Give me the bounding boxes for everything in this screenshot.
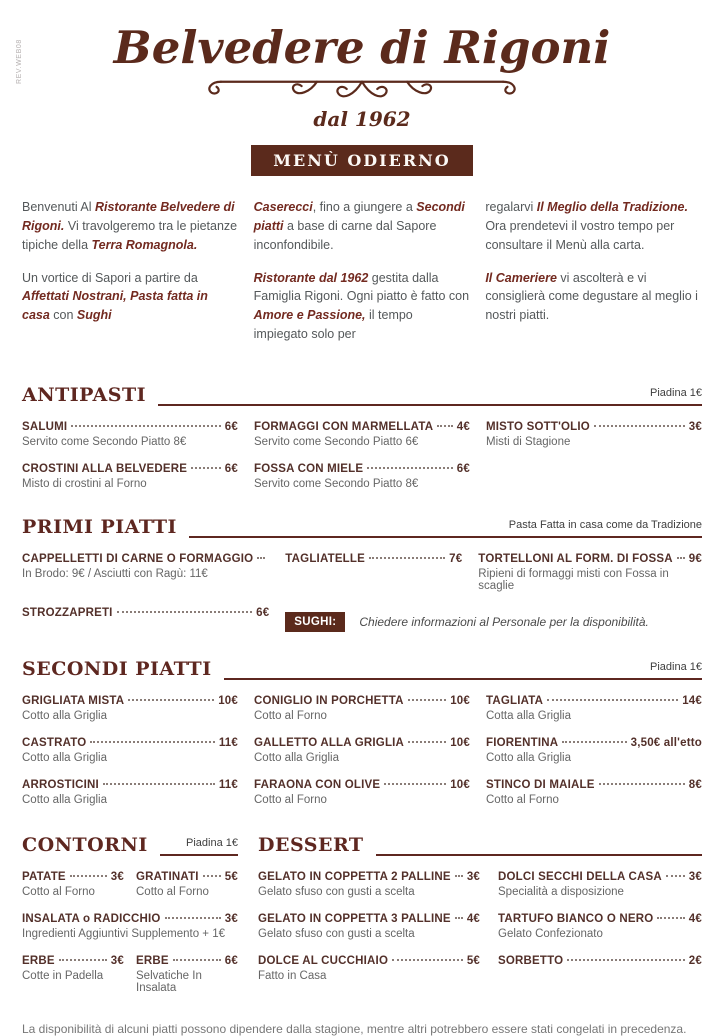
intro-segment: gestita dalla Famiglia Rigoni. Ogni piatto è fatto con [253, 270, 470, 304]
dish-name: FARAONA CON OLIVE [254, 778, 381, 791]
dotted-leader [384, 783, 446, 785]
dish-description: Cotto al Forno [136, 885, 209, 898]
dotted-leader [666, 875, 685, 877]
dish-line [254, 695, 470, 707]
contorni-items [22, 856, 238, 994]
dish-price: 14€ [682, 694, 702, 707]
section-rule [160, 832, 238, 856]
intro-segment: Il Meglio della Tradizione. [536, 200, 688, 215]
dish-price: 3€ [688, 870, 702, 883]
section-header [22, 514, 702, 538]
dish [22, 871, 124, 898]
intro-segment: Amore e Passione, [253, 308, 366, 322]
dish [22, 695, 238, 722]
dish-name: DOLCI SECCHI DELLA CASA [498, 870, 662, 883]
dish-name: INSALATA o RADICCHIO [22, 912, 161, 925]
dotted-leader [567, 959, 684, 961]
dish [22, 607, 269, 632]
dotted-leader [369, 557, 445, 559]
dish-description: Selvatiche In Insalata [136, 969, 202, 994]
dish-line [136, 871, 238, 883]
dish [486, 779, 702, 806]
intro-segment: Secondi piatti [253, 200, 465, 233]
dotted-leader [117, 611, 253, 613]
dish-price: 6€ [456, 462, 470, 475]
dish-name: FORMAGGI CON MARMELLATA [254, 420, 434, 433]
dish-name: ERBE [136, 954, 169, 967]
dish-line [22, 463, 238, 475]
dish-name: GELATO IN COPPETTA 3 PALLINE [258, 912, 451, 925]
dotted-leader [203, 875, 221, 877]
dish-description: Cotto al Forno [254, 793, 327, 806]
dish-description: Servito come Secondo Piatto 6€ [254, 435, 419, 448]
intro-segment: con [49, 308, 77, 322]
dish-description: Fatto in Casa [258, 969, 327, 982]
established-year: dal 1962 [313, 107, 411, 132]
dish [258, 913, 480, 940]
section-rule [158, 382, 702, 406]
intro-segment: Ristorante Belvedere di Rigoni. [22, 200, 235, 233]
dish [498, 913, 702, 940]
dish-price: 11€ [218, 778, 238, 791]
section-title: SECONDI PIATTI [22, 657, 212, 680]
dish-line [498, 871, 702, 883]
dotted-leader [90, 741, 214, 743]
dessert-items [258, 856, 702, 982]
dish-description: Cotto al Forno [254, 709, 327, 722]
dish [486, 737, 702, 764]
dish-name: STINCO DI MAIALE [486, 778, 595, 791]
dish-name: ARROSTICINI [22, 778, 99, 791]
dish-name: GRATINATI [136, 870, 199, 883]
dish-price: 10€ [218, 694, 238, 707]
dish-line [254, 737, 470, 749]
section-rule [189, 514, 702, 538]
intro-paragraph [254, 269, 471, 344]
dish-line [498, 955, 702, 967]
dish-name: TAGLIATA [486, 694, 544, 707]
dish [498, 871, 702, 898]
dish-line [22, 737, 238, 749]
dish-description: Servito come Secondo Piatto 8€ [22, 435, 187, 448]
intro-column-1 [22, 198, 239, 357]
dish [254, 779, 470, 806]
dish-price: 10€ [450, 778, 470, 791]
intro-segment: Terra Romagnola. [91, 237, 198, 252]
dish-price: 5€ [466, 954, 481, 967]
dish-name: GALLETTO ALLA GRIGLIA [254, 736, 405, 749]
dotted-leader [677, 557, 685, 559]
dish-price: 10€ [450, 694, 470, 707]
dish-line [258, 913, 480, 925]
intro-segment: , fino a giungere a [312, 200, 417, 215]
dish [22, 913, 238, 940]
dish-name: SALUMI [22, 420, 68, 433]
dotted-leader [657, 917, 684, 919]
dish-line [22, 553, 269, 565]
intro-segment: Ristorante dal 1962 [253, 270, 369, 285]
dish [22, 463, 238, 490]
intro-paragraph [485, 269, 702, 325]
section-rule [376, 832, 702, 856]
dish-line [22, 607, 269, 619]
dish-price: 4€ [466, 912, 481, 925]
dotted-leader [103, 783, 215, 785]
intro-column-3 [485, 198, 702, 357]
section-note: Piadina 1€ [650, 660, 702, 673]
section-note: Piadina 1€ [186, 836, 238, 849]
dish-line [285, 553, 462, 565]
dish-price: 4€ [456, 420, 470, 433]
dish-price: 2€ [688, 954, 702, 967]
dotted-leader [594, 425, 685, 427]
dish-name: TORTELLONI AL FORM. DI FOSSA [478, 552, 673, 565]
dish-name: PATATE [22, 870, 66, 883]
dish-description: Cotte in Padella [22, 969, 104, 982]
dish-description: Misto di crostini al Forno [22, 477, 147, 490]
dish-description: In Brodo: 9€ / Asciutti con Ragù: 11€ [22, 567, 208, 580]
dotted-leader [257, 557, 265, 559]
dish-description: Misti di Stagione [486, 435, 571, 448]
dish-description: Cotto alla Griglia [22, 793, 108, 806]
dish-price: 3,50€ all'etto [630, 736, 702, 749]
restaurant-logo-script: Belvedere di Rigoni [113, 21, 611, 74]
dish-line [254, 779, 470, 791]
dish-price: 5€ [224, 870, 238, 883]
dish-price: 4€ [688, 912, 702, 925]
intro-paragraph [485, 198, 702, 254]
dish-name: STROZZAPRETI [22, 606, 113, 619]
revision-label: REV.WEB08 [16, 39, 23, 84]
dish-name: FIORENTINA [486, 736, 559, 749]
section-title: PRIMI PIATTI [22, 515, 177, 538]
dish-description: Cotto al Forno [22, 885, 95, 898]
dotted-leader [128, 699, 214, 701]
dish-description: Cotto alla Griglia [486, 751, 572, 764]
section-header [22, 382, 702, 406]
dish-description: Servito come Secondo Piatto 8€ [254, 477, 419, 490]
dish-line [486, 421, 702, 433]
dish-name: GELATO IN COPPETTA 2 PALLINE [258, 870, 451, 883]
dish-description: Ripieni di formaggi misti con Fossa in scaglie [478, 567, 669, 592]
dish-price: 3€ [688, 420, 702, 433]
flourish-ornament-icon [162, 73, 562, 105]
section-header [22, 832, 238, 856]
section-secondi-piatti [22, 656, 702, 806]
dish-name: FOSSA CON MIELE [254, 462, 364, 475]
dotted-leader [599, 783, 685, 785]
dotted-leader [173, 959, 221, 961]
dish-line [486, 737, 702, 749]
section-header [22, 656, 702, 680]
section-note: Piadina 1€ [650, 386, 702, 399]
section-title: CONTORNI [22, 833, 148, 856]
bottom-sections [22, 832, 702, 994]
dish-line [258, 871, 480, 883]
dish-name: CAPPELLETTI DI CARNE O FORMAGGIO [22, 552, 254, 565]
dish-description: Specialità a disposizione [498, 885, 624, 898]
intro-segment: Benvenuti Al [22, 200, 95, 215]
intro-segment: a base di carne dal Sapore inconfondibile. [253, 219, 437, 252]
intro-segment: vi ascolterà e vi consiglierà come degustare al meglio i nostri piatti. [485, 270, 698, 322]
intro-column-2 [254, 198, 471, 357]
dotted-leader [547, 699, 678, 701]
dish-name: CROSTINI ALLA BELVEDERE [22, 462, 188, 475]
dish-price: 6€ [256, 606, 270, 619]
section-header [258, 832, 702, 856]
section-note: Pasta Fatta in casa come da Tradizione [508, 518, 702, 531]
intro-paragraph [22, 198, 239, 254]
section-title: DESSERT [258, 833, 364, 856]
dotted-leader [367, 467, 453, 469]
dotted-leader [455, 875, 463, 877]
dish [478, 553, 702, 592]
intro-segment: Caserecci [253, 200, 313, 215]
dish-price: 10€ [450, 736, 470, 749]
dish-line [22, 871, 124, 883]
dish-description: Gelato sfuso con gusti a scelta [258, 885, 415, 898]
dish-description: Cotto alla Griglia [254, 751, 340, 764]
dish [254, 421, 470, 448]
dish-line [22, 779, 238, 791]
dish-price: 8€ [688, 778, 702, 791]
dish [258, 955, 480, 982]
dish [22, 421, 238, 448]
intro-segment: Sughi [76, 308, 112, 322]
dish [258, 871, 480, 898]
dish-description: Ingredienti Aggiuntivi Supplemento + 1€ [22, 927, 225, 940]
dish-name: DOLCE AL CUCCHIAIO [258, 954, 389, 967]
intro-segment: Un vortice di Sapori a partire da [22, 270, 198, 285]
dotted-leader [165, 917, 221, 919]
antipasti-items [22, 406, 702, 490]
section-rule [224, 656, 702, 680]
sughi-note: Chiedere informazioni al Personale per la disponibilità. [359, 614, 649, 629]
dish-name: SORBETTO [498, 954, 564, 967]
dish-price: 11€ [218, 736, 238, 749]
dish-line [254, 463, 470, 475]
daily-menu-badge: MENÙ ODIERNO [251, 145, 472, 176]
dotted-leader [455, 917, 463, 919]
dish-description: Gelato sfuso con gusti a scelta [258, 927, 415, 940]
secondi-items [22, 680, 702, 806]
dish [254, 695, 470, 722]
dish-price: 3€ [110, 870, 124, 883]
dish [254, 463, 470, 490]
dish-price: 9€ [688, 552, 702, 565]
dish-price: 3€ [466, 870, 481, 883]
dotted-leader [408, 741, 446, 743]
dish-line [486, 779, 702, 791]
section-dessert [258, 832, 702, 994]
intro-segment: Il Cameriere [485, 270, 557, 285]
sughi-badge: SUGHI: [285, 612, 345, 632]
dotted-leader [408, 699, 447, 701]
dotted-leader [562, 741, 626, 743]
dish [254, 737, 470, 764]
dish-price: 6€ [224, 462, 238, 475]
dotted-leader [70, 875, 107, 877]
dish-name: CASTRATO [22, 736, 87, 749]
dish-name: CONIGLIO IN PORCHETTA [254, 694, 404, 707]
dish-name: ERBE [22, 954, 55, 967]
intro-segment: Ora prendetevi il vostro tempo per consultare il Menù alla carta. [485, 219, 675, 252]
dish [22, 737, 238, 764]
dish-name: MISTO SOTT'OLIO [486, 420, 590, 433]
intro-paragraph [22, 269, 239, 325]
dish-price: 6€ [224, 420, 238, 433]
dotted-leader [59, 959, 107, 961]
intro-segment: il tempo impiegato solo per [253, 308, 413, 341]
section-title: ANTIPASTI [22, 383, 147, 406]
dish [498, 955, 702, 982]
dish [136, 871, 238, 898]
dish-line [254, 421, 470, 433]
intro-text [22, 198, 702, 357]
dish [136, 955, 238, 994]
dish-description: Cotto alla Griglia [22, 751, 108, 764]
dish-price: 7€ [449, 552, 463, 565]
dish-line [486, 695, 702, 707]
dish [22, 955, 124, 994]
dish-description: Gelato Confezionato [498, 927, 603, 940]
dish [285, 553, 462, 592]
section-primi-piatti [22, 514, 702, 632]
section-antipasti [22, 382, 702, 490]
intro-segment: Vi travolgeremo tra le pietanze tipiche della [22, 219, 238, 252]
dish-name: TAGLIATELLE [285, 552, 366, 565]
sughi-info-row [285, 612, 702, 632]
dish-line [22, 955, 124, 967]
footer-note: La disponibilità di alcuni piatti possono dipendere dalla stagione, mentre altri potrebbero essere stati congelati in precedenza. [22, 1021, 687, 1036]
dish-line [258, 955, 480, 967]
dotted-leader [392, 959, 463, 961]
dish-price: 6€ [224, 954, 238, 967]
dish-description: Cotta alla Griglia [486, 709, 572, 722]
dotted-leader [191, 467, 221, 469]
dish-line [22, 913, 238, 925]
dish-name: GRIGLIATA MISTA [22, 694, 125, 707]
section-contorni [22, 832, 238, 994]
dotted-leader [71, 425, 221, 427]
dotted-leader [437, 425, 453, 427]
dish [22, 779, 238, 806]
dish-name: TARTUFO BIANCO O NERO [498, 912, 654, 925]
dish-line [22, 695, 238, 707]
intro-segment: Affettati Nostrani, Pasta fatta in casa [22, 289, 208, 322]
dish [22, 553, 269, 592]
dish-line [478, 553, 702, 565]
dish-price: 3€ [224, 912, 238, 925]
header [22, 0, 702, 176]
dish-line [22, 421, 238, 433]
dish [486, 421, 702, 448]
dish-line [136, 955, 238, 967]
intro-paragraph [254, 198, 471, 254]
dish-description: Cotto al Forno [486, 793, 559, 806]
dish-description: Cotto alla Griglia [22, 709, 108, 722]
dish [486, 695, 702, 722]
dish-price: 3€ [110, 954, 124, 967]
dish-line [498, 913, 702, 925]
intro-segment: regalarvi [485, 200, 537, 215]
primi-items [22, 538, 702, 632]
